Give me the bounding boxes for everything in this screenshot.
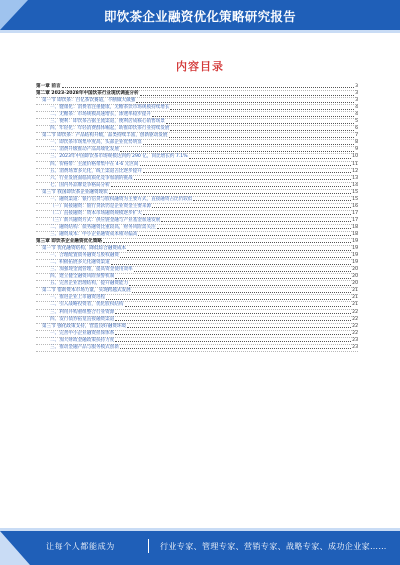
toc-leader-dots bbox=[143, 172, 351, 173]
toc-entry-label: 三、2023年中国即饮茶市场规模达到约 290 亿，同比增长约 7.1% bbox=[50, 154, 188, 160]
toc-entry-label: 一、推进企业上市融资进程 bbox=[50, 295, 106, 301]
toc-leader-dots bbox=[138, 235, 351, 236]
footer-stripe bbox=[0, 528, 400, 531]
toc-entry-page: 11 bbox=[352, 161, 358, 167]
toc-leader-dots bbox=[169, 137, 355, 138]
toc-entry-label: 第二节 即饮茶：产品结构升级，品类持续丰富，创新驱动发展 bbox=[42, 133, 168, 139]
toc-leader-dots bbox=[157, 228, 351, 229]
toc-entry-label: 二、无糖茶：市场规模高速增长，渗透率稳步提升 bbox=[50, 112, 152, 118]
toc-leader-dots bbox=[193, 200, 351, 201]
toc-entry-label: 一、完善中小企业融资担保体系 bbox=[50, 330, 115, 336]
toc-leader-dots bbox=[115, 313, 351, 314]
toc-leader-dots bbox=[120, 348, 351, 349]
toc-entry-page: 22 bbox=[352, 323, 358, 329]
toc-entry-label: 三、便利：即饮茶占据主流渠道，便利店成核心销售场景 bbox=[50, 119, 165, 125]
toc-leader-dots bbox=[115, 278, 351, 279]
toc-leader-dots bbox=[140, 165, 352, 166]
toc-leader-dots bbox=[143, 144, 354, 145]
toc-entry-page: 21 bbox=[352, 288, 358, 294]
toc-leader-dots bbox=[132, 292, 351, 293]
toc-leader-dots bbox=[140, 95, 354, 96]
toc-entry-label: 二、加大财政金融政策扶持力度 bbox=[50, 337, 115, 343]
footer-tagline: 行业专家、管理专家、营销专家、战略专家、成功企业家…… bbox=[160, 542, 387, 551]
toc-entry-page: 6 bbox=[355, 126, 358, 132]
toc-leader-dots bbox=[120, 257, 351, 258]
toc-entry-label: 二、融资结构：债务融资比重较高，财务风险需关注 bbox=[50, 224, 156, 230]
toc-entry-page: 15 bbox=[352, 189, 358, 195]
toc-entry-page: 3 bbox=[355, 91, 358, 97]
toc-entry-page: 22 bbox=[352, 309, 358, 315]
page-header bbox=[0, 0, 400, 30]
toc-entry-page: 20 bbox=[352, 267, 358, 273]
toc-entry-label: 一、健康化：消费者注重健康，无糖茶饮市场规模持续增长 bbox=[50, 105, 170, 111]
toc-leader-dots bbox=[115, 320, 351, 321]
toc-entry-label: 第三章 即饮茶企业融资优化策略 bbox=[36, 239, 102, 245]
toc-entry-label: 三、推动金融产品与服务模式创新 bbox=[50, 344, 119, 350]
toc-leader-dots bbox=[136, 102, 354, 103]
footer-separator bbox=[148, 539, 149, 553]
toc-entry-label: （二）直接融资：资本市场融资规模逐步扩大 bbox=[50, 210, 142, 216]
footer-slogan: 让每个人都能成为 bbox=[46, 542, 115, 551]
toc-leader-dots bbox=[106, 299, 351, 300]
toc-entry-page: 7 bbox=[355, 133, 358, 139]
toc-entry-label: 第一节 即饮茶：百亿茶饮赛道，不断做大做强 bbox=[42, 98, 136, 104]
toc-entry-page: 20 bbox=[352, 281, 358, 287]
toc-entry-label: 四、建立健全融资风险预警机制 bbox=[50, 274, 115, 280]
toc-entry-label: 第一章 前言 bbox=[36, 84, 61, 89]
toc-entry-page: 21 bbox=[352, 295, 358, 301]
toc-entry-page: 18 bbox=[352, 231, 358, 237]
table-of-contents bbox=[36, 84, 358, 352]
toc-entry-label: 三、融资成本：中小企业融资成本相对偏高 bbox=[50, 231, 138, 237]
toc-entry-page: 5 bbox=[355, 119, 358, 125]
toc-leader-dots bbox=[127, 250, 351, 251]
toc-entry-label: 第二节 借助资本市场力量，实现跨越式发展 bbox=[42, 288, 131, 294]
toc-entry-page: 19 bbox=[352, 260, 358, 266]
toc-entry-label: 四、年轻化：年轻消费群体崛起，助推即饮茶行业持续发展 bbox=[50, 126, 170, 132]
toc-entry-page: 14 bbox=[352, 182, 358, 188]
toc-leader-dots bbox=[161, 221, 351, 222]
toc-entry-label: 第三节 我国即饮茶企业融资现状 bbox=[42, 189, 108, 195]
toc-entry-label: 一、融资渠道：银行信贷与股权融资为主要方式，直接融资占比仍较低 bbox=[50, 196, 193, 202]
toc-entry-page: 4 bbox=[355, 105, 358, 111]
toc-leader-dots bbox=[120, 151, 354, 152]
toc-entry-label: 二、积极拓展多元化融资渠道 bbox=[50, 260, 110, 266]
toc-leader-dots bbox=[129, 285, 351, 286]
toc-entry-label: 第二章 2023-2028年中国饮茶行业现状调查分析 bbox=[36, 91, 139, 97]
toc-leader-dots bbox=[134, 271, 351, 272]
toc-entry-label: 二、引入战略投资者，优化股权结构 bbox=[50, 302, 124, 308]
page-footer bbox=[0, 531, 400, 565]
toc-leader-dots bbox=[127, 327, 351, 328]
toc-leader-dots bbox=[125, 306, 352, 307]
toc-entry-label: 四、发行债券拓宽直接融资渠道 bbox=[50, 316, 115, 322]
toc-entry-page: 13 bbox=[352, 175, 358, 181]
toc-entry-label: 第三节 强化政策支持，营造良好融资环境 bbox=[42, 323, 127, 329]
toc-leader-dots bbox=[115, 334, 351, 335]
toc-entry-page: 20 bbox=[352, 274, 358, 280]
toc-entry-page: 17 bbox=[352, 217, 358, 223]
toc-entry-label: 六、行业发展面临同质化竞争加剧的挑战 bbox=[50, 175, 133, 181]
toc-entry-label: 五、完善企业治理结构，提升融资能力 bbox=[50, 281, 129, 287]
toc-entry-page: 23 bbox=[352, 337, 358, 343]
toc-leader-dots bbox=[189, 158, 352, 159]
toc-leader-dots bbox=[143, 214, 351, 215]
toc-entry-label: （一）间接融资：银行贷款仍是企业资金主要来源 bbox=[50, 203, 152, 209]
toc-entry-page: 21 bbox=[352, 302, 358, 308]
toc-entry-page: 19 bbox=[352, 253, 358, 259]
toc-entry[interactable] bbox=[36, 345, 358, 352]
report-title: 即饮茶企业融资优化策略研究报告 bbox=[103, 9, 296, 24]
toc-entry-page: 19 bbox=[352, 246, 358, 252]
toc-entry-label: 四、价格带：主流价格带集中在 4-6 元区间 bbox=[50, 161, 139, 167]
toc-entry-page: 23 bbox=[352, 344, 358, 350]
toc-entry-page: 8 bbox=[355, 140, 358, 146]
toc-entry-page: 3 bbox=[355, 84, 358, 89]
toc-heading: 内容目录 bbox=[176, 60, 224, 73]
toc-entry-label: 一、即饮茶市场集中度高，头部企业优势明显 bbox=[50, 140, 142, 146]
toc-entry-label: 三、利用并购重组整合行业资源 bbox=[50, 309, 115, 315]
toc-entry-page: 19 bbox=[352, 239, 358, 245]
toc-entry-page: 3 bbox=[355, 98, 358, 104]
toc-entry-label: 三、加强现金流管理，提高资金使用效率 bbox=[50, 267, 133, 273]
toc-leader-dots bbox=[111, 186, 351, 187]
toc-entry-page: 16 bbox=[352, 203, 358, 209]
toc-entry-page: 22 bbox=[352, 330, 358, 336]
toc-entry-label: 第一节 优化融资结构，降低综合融资成本 bbox=[42, 246, 127, 252]
toc-entry-label: 二、消费升级推动产品高端化发展 bbox=[50, 147, 119, 153]
toc-leader-dots bbox=[152, 207, 351, 208]
toc-leader-dots bbox=[109, 193, 351, 194]
toc-entry-page: 9 bbox=[355, 147, 358, 153]
toc-entry-page: 4 bbox=[355, 112, 358, 118]
toc-leader-dots bbox=[166, 123, 354, 124]
toc-leader-dots bbox=[115, 341, 351, 342]
toc-leader-dots bbox=[170, 130, 354, 131]
toc-entry-label: 一、合理配置债务融资与股权融资 bbox=[50, 253, 119, 259]
toc-leader-dots bbox=[152, 116, 354, 117]
header-stripe bbox=[0, 30, 400, 33]
toc-leader-dots bbox=[170, 109, 354, 110]
toc-entry-page: 17 bbox=[352, 210, 358, 216]
toc-entry-page: 15 bbox=[352, 196, 358, 202]
toc-entry-page: 12 bbox=[352, 168, 358, 174]
toc-entry-label: 五、消费场景多元化，线上渠道占比逐步提升 bbox=[50, 168, 142, 174]
toc-entry-label: （三）新兴融资方式：供应链金融与产业基金加速发展 bbox=[50, 217, 161, 223]
toc-leader-dots bbox=[111, 264, 351, 265]
toc-entry-page: 10 bbox=[352, 154, 358, 160]
toc-leader-dots bbox=[103, 242, 351, 243]
toc-entry-page: 22 bbox=[352, 316, 358, 322]
toc-entry-label: 七、国内外品牌竞争格局分析 bbox=[50, 182, 110, 188]
toc-leader-dots bbox=[62, 87, 354, 88]
footer-slant-decoration bbox=[0, 531, 30, 565]
toc-entry-page: 18 bbox=[352, 224, 358, 230]
toc-leader-dots bbox=[134, 179, 351, 180]
